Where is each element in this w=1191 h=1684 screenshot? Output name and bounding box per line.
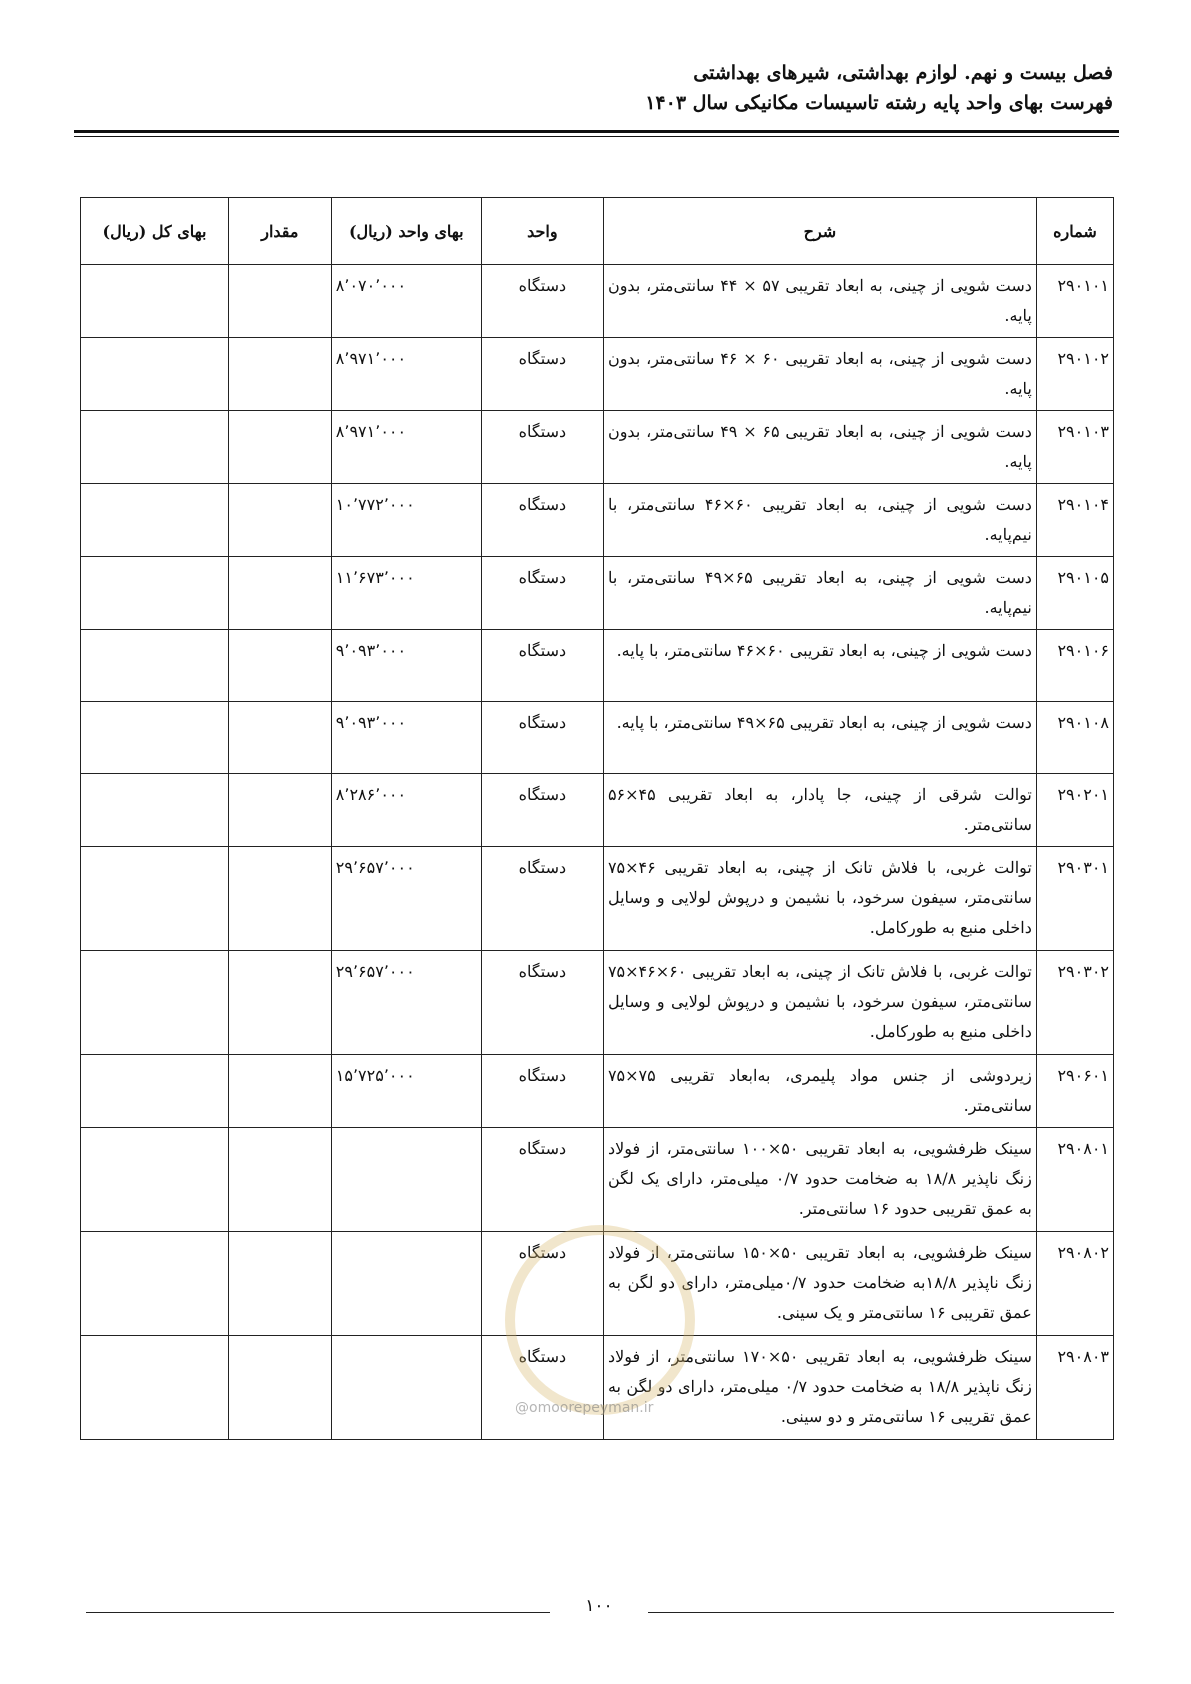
col-header-unit-price: بهای واحد (ریال) <box>331 198 481 265</box>
table-row <box>81 702 1114 774</box>
footer-rule-left <box>86 1612 550 1613</box>
table-row <box>81 774 1114 847</box>
item-unit-price: ۸٬۹۷۱٬۰۰۰ <box>331 411 481 484</box>
item-unit-price: ۱۵٬۷۲۵٬۰۰۰ <box>331 1055 481 1128</box>
item-code: ۲۹۰۳۰۲ <box>1036 951 1113 1055</box>
table-row <box>81 484 1114 557</box>
item-quantity <box>228 1336 331 1440</box>
item-total-price <box>81 265 229 338</box>
header-rule-thin <box>74 136 1119 137</box>
item-unit: دستگاه <box>481 1055 603 1128</box>
item-description: دست شویی از چینی، به ابعاد تقریبی ۶۵×۴۹ سانتی‌متر، با پایه. <box>603 702 1036 774</box>
item-quantity <box>228 1232 331 1336</box>
item-code: ۲۹۰۶۰۱ <box>1036 1055 1113 1128</box>
item-code: ۲۹۰۲۰۱ <box>1036 774 1113 847</box>
item-unit: دستگاه <box>481 265 603 338</box>
item-unit-price: ۲۹٬۶۵۷٬۰۰۰ <box>331 951 481 1055</box>
item-description: دست شویی از چینی، به ابعاد تقریبی ۶۵ × ۴۹ سانتی‌متر، بدون پایه. <box>603 411 1036 484</box>
item-description: دست شویی از چینی، به ابعاد تقریبی ۶۰ × ۴۶ سانتی‌متر، بدون پایه. <box>603 338 1036 411</box>
item-unit-price: ۲۹٬۶۵۷٬۰۰۰ <box>331 847 481 951</box>
item-quantity <box>228 847 331 951</box>
item-quantity <box>228 1128 331 1232</box>
item-code: ۲۹۰۱۰۲ <box>1036 338 1113 411</box>
item-unit-price: ۸٬۲۸۶٬۰۰۰ <box>331 774 481 847</box>
col-header-code: شماره <box>1036 198 1113 265</box>
item-unit: دستگاه <box>481 951 603 1055</box>
table-row <box>81 951 1114 1055</box>
item-unit: دستگاه <box>481 1336 603 1440</box>
table-row <box>81 557 1114 630</box>
table-row <box>81 847 1114 951</box>
item-code: ۲۹۰۱۰۸ <box>1036 702 1113 774</box>
item-quantity <box>228 484 331 557</box>
watermark-seal-icon <box>505 1225 695 1415</box>
item-total-price <box>81 411 229 484</box>
item-code: ۲۹۰۱۰۶ <box>1036 630 1113 702</box>
item-total-price <box>81 557 229 630</box>
item-description: سینک ظرفشویی، به ابعاد تقریبی ۵۰×۱۵۰ سانتی‌متر، از فولاد زنگ ناپذیر ۱۸/۸به ضخامت حدود ۰/۷میلی‌متر، دارای دو لگن به عمق تقریبی ۱۶ سانتی‌متر و یک سینی. <box>603 1232 1036 1336</box>
item-description: توالت غربی، با فلاش تانک از چینی، به ابعاد تقریبی ۴۶×۷۵ سانتی‌متر، سیفون سرخود، با نشیمن و درپوش لولایی و وسایل داخلی منبع به طورکامل. <box>603 847 1036 951</box>
header-rule-thick <box>74 130 1119 133</box>
item-unit-price <box>331 1128 481 1232</box>
item-code: ۲۹۰۳۰۱ <box>1036 847 1113 951</box>
item-quantity <box>228 338 331 411</box>
col-header-quantity: مقدار <box>228 198 331 265</box>
item-quantity <box>228 702 331 774</box>
item-unit-price: ۸٬۰۷۰٬۰۰۰ <box>331 265 481 338</box>
item-description: توالت شرقی از چینی، جا پادار، به ابعاد تقریبی ۴۵×۵۶ سانتی‌متر. <box>603 774 1036 847</box>
item-total-price <box>81 484 229 557</box>
item-quantity <box>228 265 331 338</box>
item-code: ۲۹۰۸۰۱ <box>1036 1128 1113 1232</box>
item-quantity <box>228 557 331 630</box>
footer-rule-right <box>648 1612 1114 1613</box>
item-total-price <box>81 847 229 951</box>
item-unit-price: ۸٬۹۷۱٬۰۰۰ <box>331 338 481 411</box>
item-code: ۲۹۰۱۰۱ <box>1036 265 1113 338</box>
item-total-price <box>81 702 229 774</box>
col-header-total-price: بهای کل (ریال) <box>81 198 229 265</box>
table-header-row <box>81 198 1114 265</box>
item-quantity <box>228 630 331 702</box>
item-total-price <box>81 1336 229 1440</box>
col-header-description: شرح <box>603 198 1036 265</box>
item-quantity <box>228 1055 331 1128</box>
item-description: زیردوشی از جنس مواد پلیمری، به‌ابعاد تقریبی ۷۵×۷۵ سانتی‌متر. <box>603 1055 1036 1128</box>
item-code: ۲۹۰۱۰۴ <box>1036 484 1113 557</box>
item-code: ۲۹۰۱۰۵ <box>1036 557 1113 630</box>
item-total-price <box>81 1128 229 1232</box>
table-row <box>81 1055 1114 1128</box>
item-quantity <box>228 951 331 1055</box>
col-header-unit: واحد <box>481 198 603 265</box>
table-row <box>81 1128 1114 1232</box>
item-total-price <box>81 630 229 702</box>
item-total-price <box>81 774 229 847</box>
item-unit-price: ۹٬۰۹۳٬۰۰۰ <box>331 702 481 774</box>
item-unit: دستگاه <box>481 411 603 484</box>
table-row <box>81 265 1114 338</box>
table-row <box>81 411 1114 484</box>
item-unit: دستگاه <box>481 702 603 774</box>
item-description: دست شویی از چینی، به ابعاد تقریبی ۶۵×۴۹ سانتی‌متر، با نیم‌پایه. <box>603 557 1036 630</box>
item-code: ۲۹۰۸۰۳ <box>1036 1336 1113 1440</box>
item-total-price <box>81 1232 229 1336</box>
item-code: ۲۹۰۱۰۳ <box>1036 411 1113 484</box>
item-total-price <box>81 951 229 1055</box>
item-description: سینک ظرفشویی، به ابعاد تقریبی ۵۰×۱۷۰ سانتی‌متر، از فولاد زنگ ناپذیر ۱۸/۸ به ضخامت حدود ۰/۷ میلی‌متر، دارای دو لگن به عمق تقریبی ۱۶ سانتی‌متر و دو سینی. <box>603 1336 1036 1440</box>
item-quantity <box>228 774 331 847</box>
page-number: ۱۰۰ <box>585 1596 613 1616</box>
item-unit-price: ۹٬۰۹۳٬۰۰۰ <box>331 630 481 702</box>
table-row <box>81 630 1114 702</box>
item-quantity <box>228 411 331 484</box>
item-unit: دستگاه <box>481 774 603 847</box>
item-unit-price <box>331 1336 481 1440</box>
page-header <box>78 58 1113 118</box>
item-description: توالت غربی، با فلاش تانک از چینی، به ابعاد تقریبی ۶۰×۴۶×۷۵ سانتی‌متر، سیفون سرخود، با نشیمن و درپوش لولایی و وسایل داخلی منبع به طورکامل. <box>603 951 1036 1055</box>
table-row <box>81 338 1114 411</box>
item-description: دست شویی از چینی، به ابعاد تقریبی ۵۷ × ۴۴ سانتی‌متر، بدون پایه. <box>603 265 1036 338</box>
item-unit: دستگاه <box>481 557 603 630</box>
chapter-title: فصل بیست و نهم. لوازم بهداشتی، شیرهای بهداشتی <box>693 62 1113 84</box>
item-unit: دستگاه <box>481 630 603 702</box>
item-unit-price <box>331 1232 481 1336</box>
item-unit: دستگاه <box>481 847 603 951</box>
item-unit-price: ۱۰٬۷۷۲٬۰۰۰ <box>331 484 481 557</box>
item-unit: دستگاه <box>481 484 603 557</box>
item-unit: دستگاه <box>481 1128 603 1232</box>
item-unit: دستگاه <box>481 1232 603 1336</box>
item-unit: دستگاه <box>481 338 603 411</box>
item-total-price <box>81 1055 229 1128</box>
item-description: دست شویی از چینی، به ابعاد تقریبی ۶۰×۴۶ سانتی‌متر، با پایه. <box>603 630 1036 702</box>
item-unit-price: ۱۱٬۶۷۳٬۰۰۰ <box>331 557 481 630</box>
item-description: دست شویی از چینی، به ابعاد تقریبی ۶۰×۴۶ سانتی‌متر، با نیم‌پایه. <box>603 484 1036 557</box>
watermark-text: @omoorepeyman.ir <box>515 1400 654 1416</box>
item-code: ۲۹۰۸۰۲ <box>1036 1232 1113 1336</box>
item-description: سینک ظرفشویی، به ابعاد تقریبی ۵۰×۱۰۰ سانتی‌متر، از فولاد زنگ ناپذیر ۱۸/۸ به ضخامت حدود ۰/۷ میلی‌متر، دارای یک لگن به عمق تقریبی حدود ۱۶ سانتی‌متر. <box>603 1128 1036 1232</box>
item-total-price <box>81 338 229 411</box>
document-subtitle: فهرست بهای واحد پایه رشته تاسیسات مکانیکی سال ۱۴۰۳ <box>645 92 1113 114</box>
